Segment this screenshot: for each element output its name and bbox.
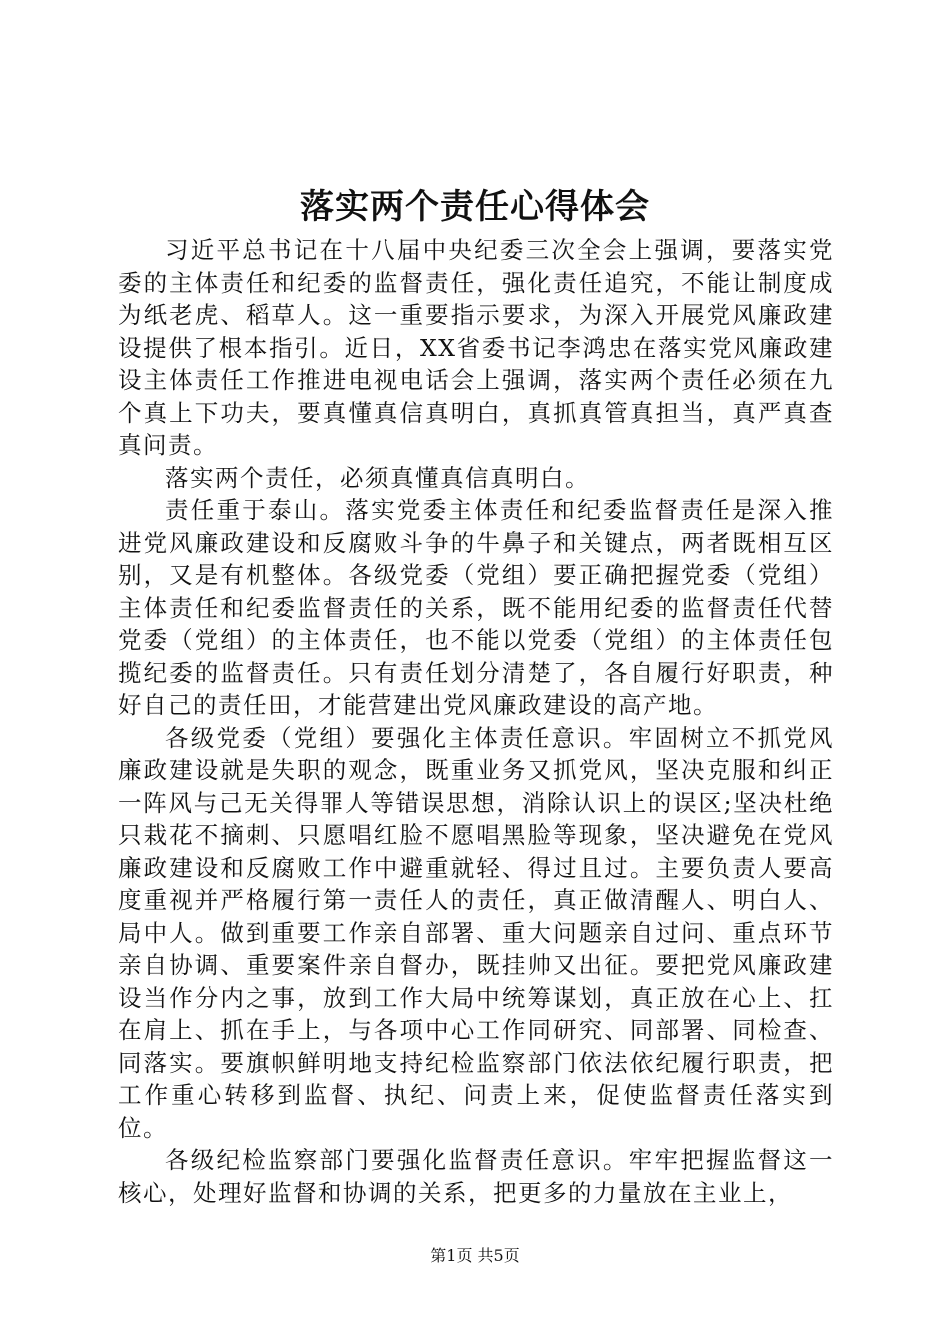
document-title: 落实两个责任心得体会: [300, 187, 650, 227]
document-body: [118, 234, 834, 1209]
paragraph: 责任重于泰山。落实党委主体责任和纪委监督责任是深入推进党风廉政建设和反腐败斗争的牛鼻子和关键点，两者既相互区别，又是有机整体。各级党委（党组）要正确把握党委（党组）主体责任和纪委监督责任的关系，既不能用纪委的监督责任代替党委（党组）的主体责任，也不能以党委（党组）的主体责任包揽纪委的监督责任。只有责任划分清楚了，各自履行好职责，种好自己的责任田，才能营建出党风廉政建设的高产地。: [118, 496, 834, 719]
paragraph: 落实两个责任，必须真懂真信真明白。: [165, 463, 590, 492]
paragraph: 习近平总书记在十八届中央纪委三次全会上强调，要落实党委的主体责任和纪委的监督责任，强化责任追究，不能让制度成为纸老虎、稻草人。这一重要指示要求，为深入开展党风廉政建设提供了根本指引。近日，XX省委书记李鸿忠在落实党风廉政建设主体责任工作推进电视电话会上强调，落实两个责任必须在九个真上下功夫，要真懂真信真明白，真抓真管真担当，真严真查真问责。: [118, 236, 834, 459]
page-indicator: 第1页 共5页: [430, 1246, 520, 1265]
paragraph: 各级党委（党组）要强化主体责任意识。牢固树立不抓党风廉政建设就是失职的观念，既重业务又抓党风，坚决克服和纠正一阵风与己无关得罪人等错误思想，消除认识上的误区;坚决杜绝只栽花不摘刺、只愿唱红脸不愿唱黑脸等现象，坚决避免在党风廉政建设和反腐败工作中避重就轻、得过且过。主要负责人要高度重视并严格履行第一责任人的责任，真正做清醒人、明白人、局中人。做到重要工作亲自部署、重大问题亲自过问、重点环节亲自协调、重要案件亲自督办，既挂帅又出征。要把党风廉政建设当作分内之事，放到工作大局中统筹谋划，真正放在心上、扛在肩上、抓在手上，与各项中心工作同研究、同部署、同检查、同落实。要旗帜鲜明地支持纪检监察部门依法依纪履行职责，把工作重心转移到监督、执纪、问责上来，促使监督责任落实到位。: [118, 723, 834, 1142]
paragraph: 各级纪检监察部门要强化监督责任意识。牢牢把握监督这一核心，处理好监督和协调的关系，把更多的力量放在主业上，: [118, 1146, 834, 1207]
